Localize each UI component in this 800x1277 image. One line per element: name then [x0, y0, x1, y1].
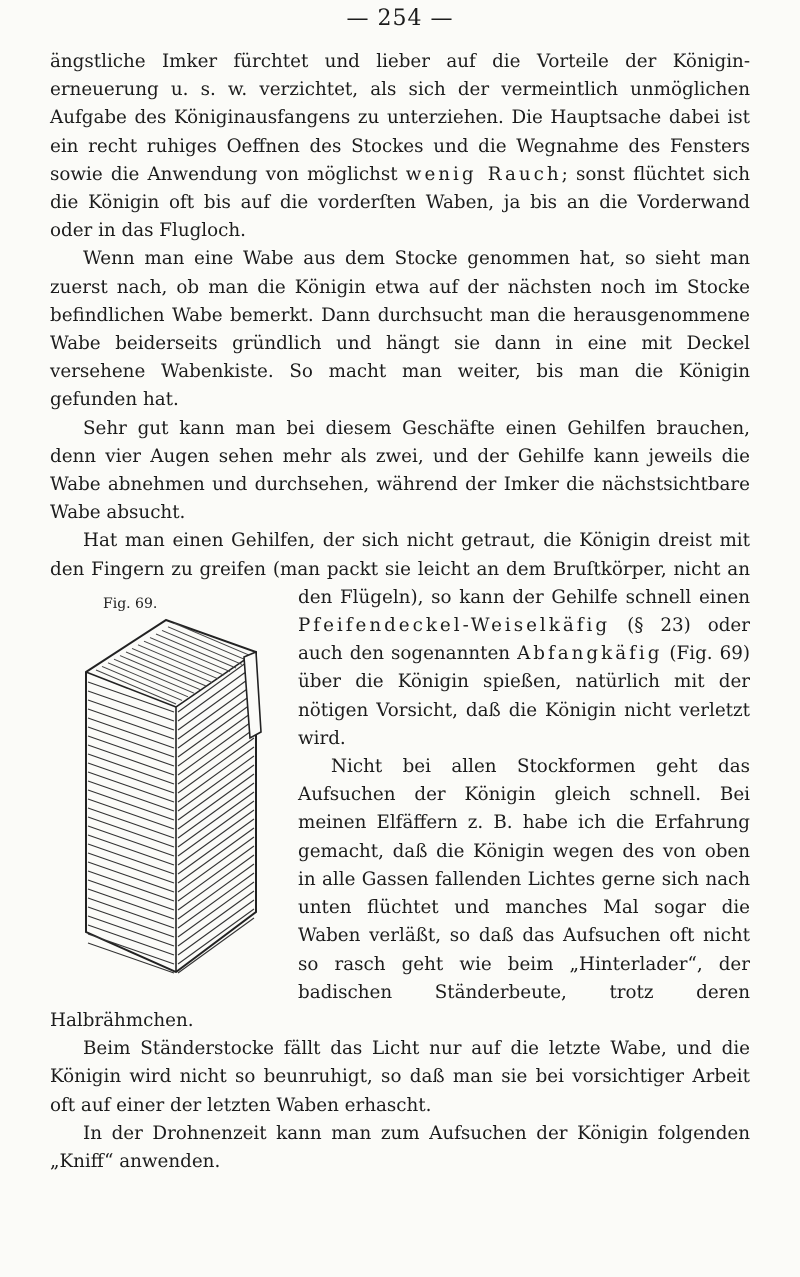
paragraph-1-tail: ; sonst flüchtet sich die Königin oft bis auf die vorderſten Waben, ja bis an die Vorderwand oder in das Flugloch.: [50, 163, 751, 242]
paragraph-2: Wenn man eine Wabe aus dem Stocke genommen hat, so sieht man zuerst nach, ob man die Königin etwa auf der nächsten noch im Stocke befindlichen Wabe bemerkt. Dann durchsucht man die herausgenommene Wabe beiderseits gründlich und hängt sie dann in eine mit Deckel versehene Wabenkiste. So macht man weiter, bis man die Königin gefunden hat.: [50, 248, 750, 411]
paragraph-6: Beim Ständerstocke fällt das Licht nur auf die letzte Wabe, und die Königin wird nicht so beunruhigt, so daß man sie bei vorsichtiger Arbeit oft auf einer der letzten Waben erhascht.: [50, 1038, 750, 1116]
paragraph-4-text-b: (§ 23) oder auch den sogenannten: [298, 615, 750, 665]
paragraph-4-text-c: (Fig. 69) über die Königin spießen, natürlich mit der nötigen Vorsicht, daß die Königin nicht verletzt wird.: [298, 643, 751, 749]
paragraph-7: In der Drohnenzeit kann man zum Aufsuchen der Königin folgenden „Kniff“ anwenden.: [50, 1122, 750, 1172]
emphasis-rauch: wenig Rauch: [405, 163, 562, 185]
paragraph-4: [50, 527, 750, 753]
figure-69: [50, 584, 286, 994]
body-text: [50, 48, 750, 1176]
paragraph-1-text: ängstliche Imker fürchtet und lieber auf die Vorteile der Königinerneuerung u. s. w. verzichtet, als sich der vermeintlich unmöglichen Aufgabe des Königinausfangens zu unterziehen. Die Hauptsache dabei ist ein recht ruhiges Oeffnen des Stockes und die Wegnahme des Fensters sowie die Anwendung von möglichst: [50, 51, 750, 185]
paragraph-3: Sehr gut kann man bei diesem Geschäfte einen Gehilfen brauchen, denn vier Augen sehen mehr als zwei, und der Gehilfe kann jeweils die Wabe abnehmen und durchsehen, während der Imker die nächstsichtbare Wabe absucht.: [50, 417, 750, 524]
paragraph-1: [50, 48, 750, 245]
queen-cage-illustration: [66, 612, 271, 982]
page-number: — 254 —: [346, 6, 454, 31]
emphasis-abfangkaefig: Abfangkäfig: [517, 643, 663, 665]
emphasis-pfeifendeckel: Pfeifendeckel-Weiselkäfig: [298, 615, 611, 637]
paragraph-5: Nicht bei allen Stockformen geht das Aufsuchen der Königin gleich schnell. Bei meinen Elfäffern z. B. habe ich die Erfahrung gemacht, daß die Königin wegen des von oben in alle Gassen fallenden Lichtes gerne sich nach unten flüchtet und manches Mal sogar die Waben verläßt, so daß das Aufsuchen oft nicht so rasch geht wie beim „Hinterlader“, der badischen Ständerbeute, trotz deren Halbrähmchen.: [50, 756, 750, 1031]
figure-label: Fig. 69.: [103, 595, 158, 612]
paragraph-4-text-a: Hat man einen Gehilfen, der sich nicht getraut, die Königin dreist mit den Fingern zu greifen (man packt sie leicht an dem Bruſtkörper, nicht an den Flügeln), so kann der Gehilfe schnell einen: [50, 530, 750, 608]
